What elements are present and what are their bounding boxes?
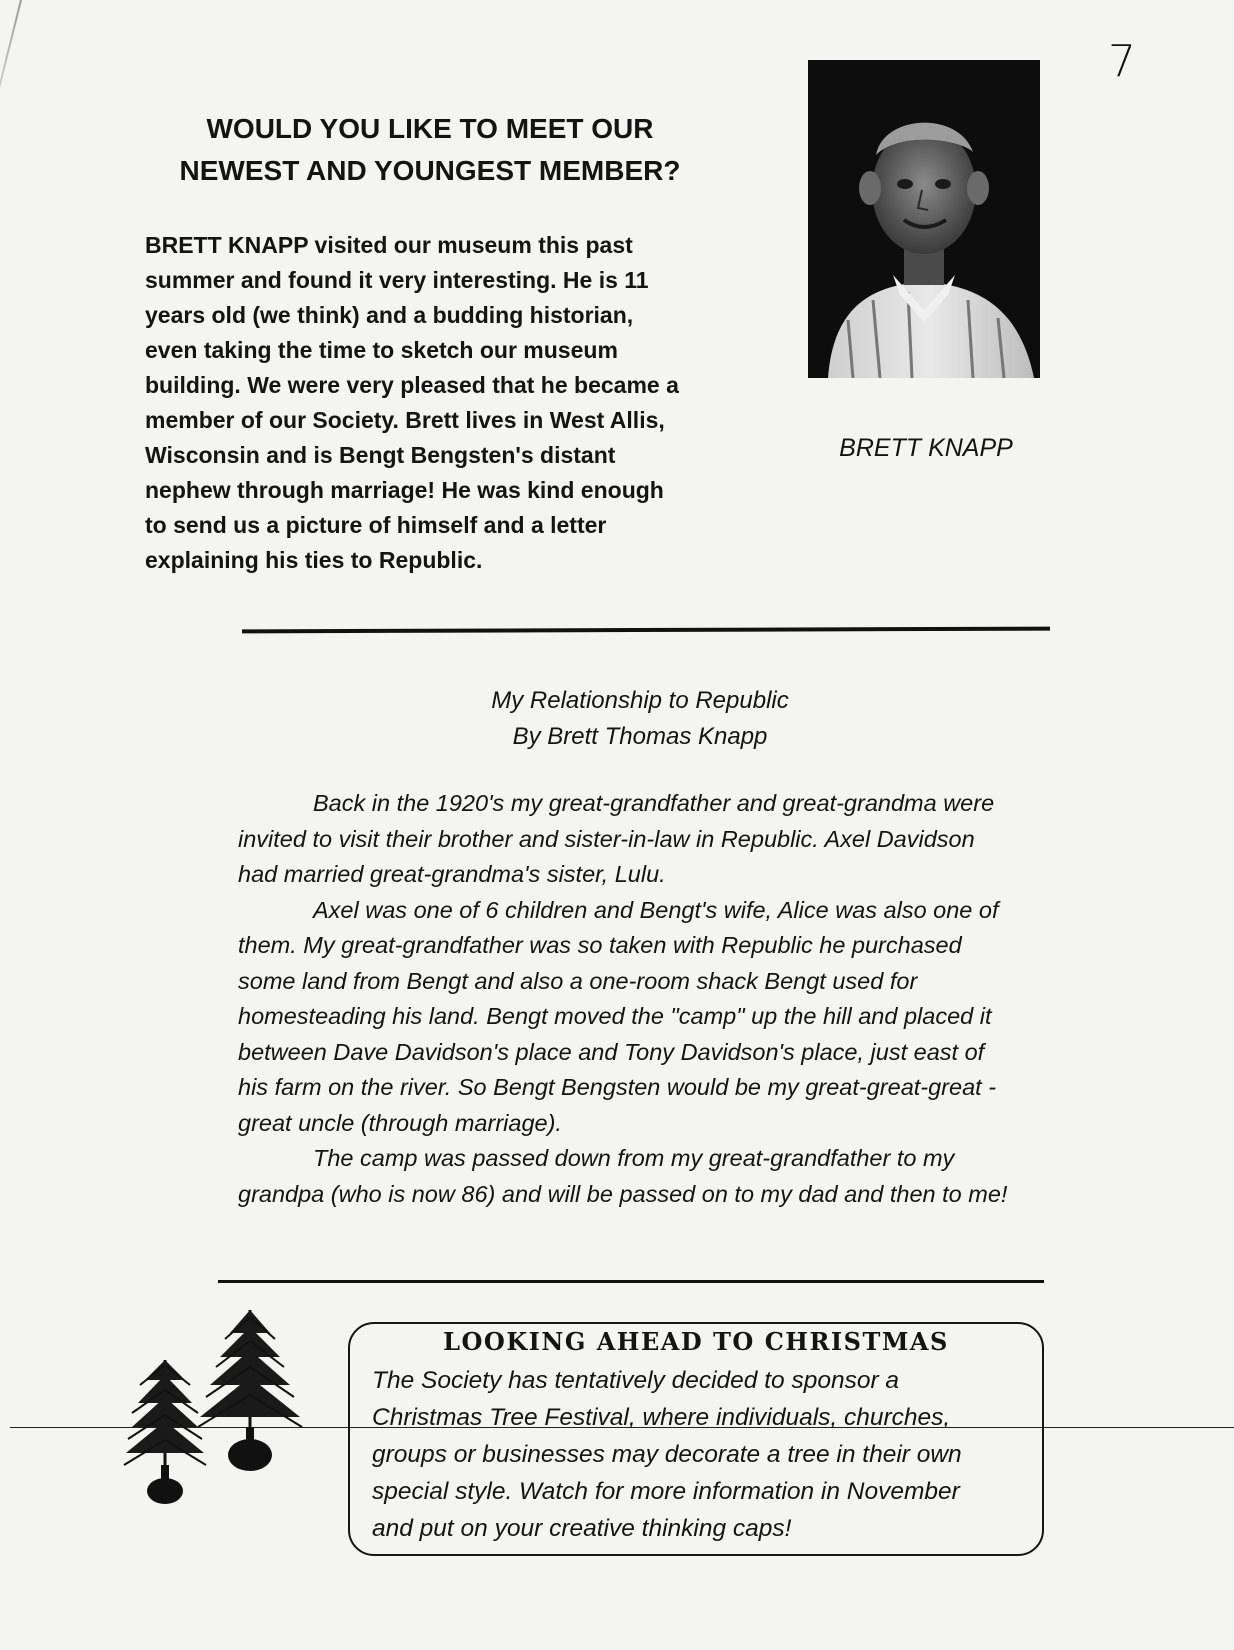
essay-line: some land from Bengt and also a one-room shack Bengt used for [238, 967, 918, 994]
intro-line: Wisconsin and is Bengt Bengsten's distant [145, 442, 616, 468]
portrait-icon [808, 60, 1040, 378]
essay-line: invited to visit their brother and sister-in-law in Republic. Axel Davidson [238, 825, 975, 852]
photo-caption: BRETT KNAPP [839, 434, 1013, 462]
christmas-trees-icon [120, 1305, 320, 1505]
intro-line: member of our Society. Brett lives in West Allis, [145, 407, 665, 433]
intro-line: even taking the time to sketch our museum [145, 337, 618, 363]
scan-margin-mark [0, 0, 22, 146]
essay-line: between Dave Davidson's place and Tony Davidson's place, just east of [238, 1038, 985, 1065]
section-divider [242, 627, 1050, 634]
christmas-title: LOOKING AHEAD TO CHRISTMAS [443, 1327, 949, 1356]
essay-line: great uncle (through marriage). [238, 1109, 562, 1136]
article-headline [145, 108, 715, 192]
essay-line: grandpa (who is now 86) and will be passed on to my dad and then to me! [238, 1180, 1008, 1207]
headline-line-1: WOULD YOU LIKE TO MEET OUR [206, 113, 654, 144]
essay-body [238, 786, 1058, 1212]
intro-line: building. We were very pleased that he became a [145, 372, 679, 398]
essay-heading [440, 683, 840, 755]
essay-line: his farm on the river. So Bengt Bengsten would be my great-great-great - [238, 1074, 997, 1100]
portrait-photo [808, 60, 1040, 378]
essay-line: them. My great-grandfather was so taken with Republic he purchased [238, 932, 962, 958]
essay-paragraph [238, 893, 1058, 1142]
intro-line: summer and found it very interesting. He is 11 [145, 267, 649, 293]
page-number: 7 [1108, 36, 1136, 87]
essay-title: My Relationship to Republic [491, 687, 789, 714]
christmas-tree-large-icon [198, 1310, 302, 1471]
essay-line: had married great-grandma's sister, Lulu. [238, 861, 666, 887]
essay-line: The camp was passed down from my great-grandfather to my [313, 1145, 955, 1171]
christmas-line: and put on your creative thinking caps! [372, 1515, 792, 1542]
intro-line: explaining his ties to Republic. [145, 547, 483, 573]
intro-line: nephew through marriage! He was kind enough [145, 477, 664, 503]
essay-line: Axel was one of 6 children and Bengt's wife, Alice was also one of [313, 896, 999, 923]
intro-line: to send us a picture of himself and a letter [145, 512, 607, 538]
christmas-body [372, 1362, 1022, 1547]
essay-paragraph [238, 1141, 1058, 1212]
essay-line: Back in the 1920's my great-grandfather and great-grandma were [313, 790, 995, 816]
intro-paragraph [145, 228, 725, 578]
essay-byline: By Brett Thomas Knapp [512, 723, 768, 750]
intro-line: BRETT KNAPP visited our museum this past [145, 232, 633, 258]
christmas-line: special style. Watch for more information in November [372, 1478, 960, 1505]
essay-paragraph [238, 786, 1058, 893]
headline-line-2: NEWEST AND YOUNGEST MEMBER? [179, 155, 681, 186]
christmas-line: groups or businesses may decorate a tree in their own [372, 1441, 962, 1468]
christmas-line: Christmas Tree Festival, where individuals, churches, [372, 1404, 951, 1431]
christmas-tree-small-icon [124, 1360, 206, 1504]
essay-line: homesteading his land. Bengt moved the "camp" up the hill and placed it [238, 1003, 992, 1029]
christmas-line: The Society has tentatively decided to sponsor a [372, 1367, 900, 1394]
intro-line: years old (we think) and a budding historian, [145, 302, 634, 328]
section-divider [218, 1280, 1044, 1283]
